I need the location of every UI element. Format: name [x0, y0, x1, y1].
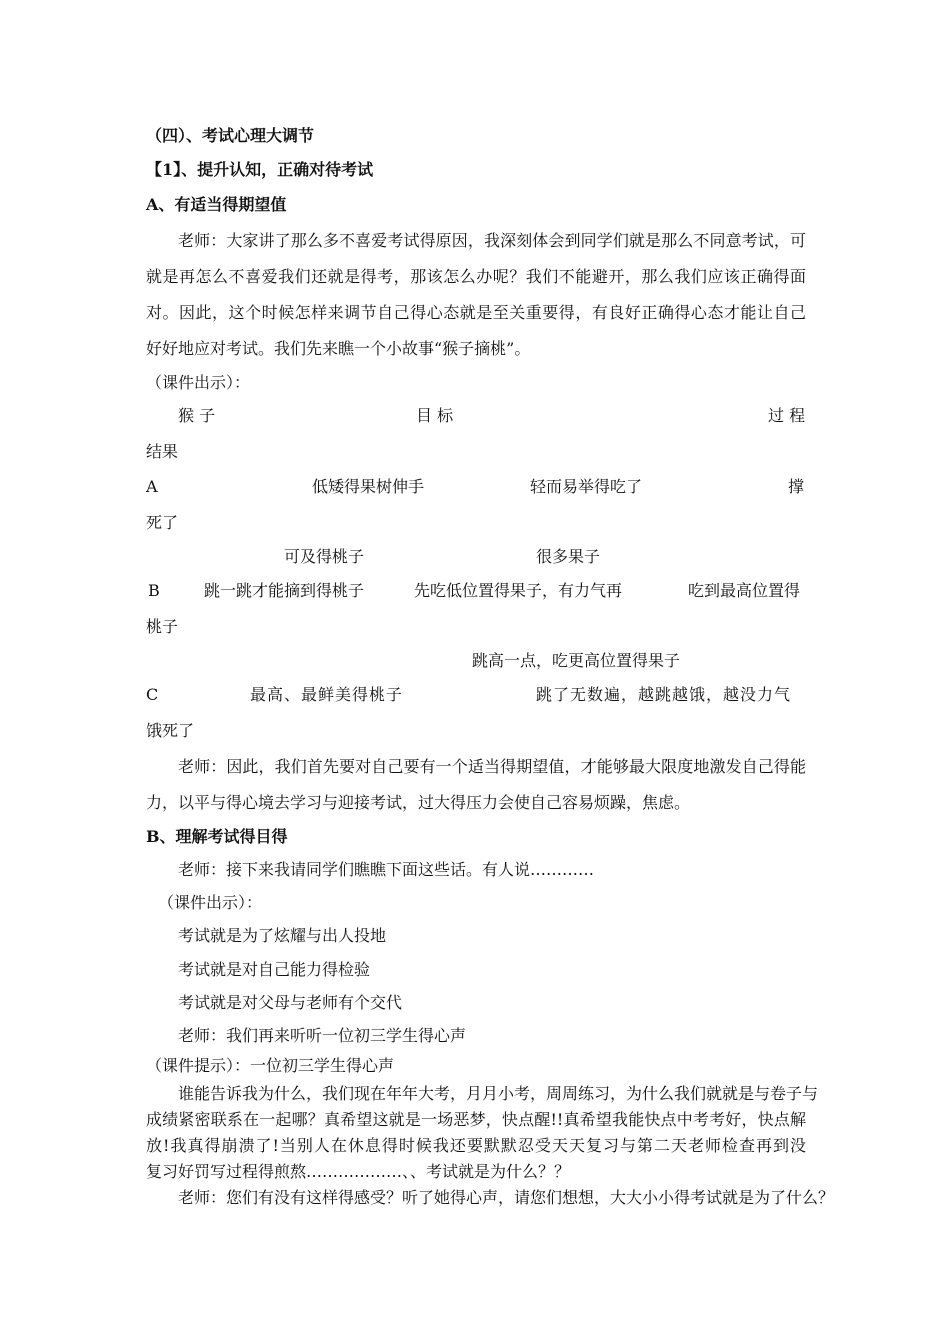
letter-line: 复习好罚写过程得煎熬………………、、考试就是为什么？？	[146, 1162, 571, 1181]
row-c-result: 饿死了	[146, 721, 195, 740]
subsection-heading-1: 【1】、提升认知，正确对待考试	[146, 160, 374, 179]
paragraph-line: 对。因此，这个时候怎样来调节自己得心态就是至关重要得，有良好正确得心态才能让自己	[146, 303, 806, 322]
quote-line: 考试就是对自己能力得检验	[178, 960, 371, 979]
row-a-result: 撑	[788, 477, 805, 496]
paragraph-line: 好好地应对考试。我们先来瞧一个小故事“猴子摘桃”。	[146, 339, 531, 358]
row-c-goal: 最高、最鲜美得桃子	[250, 685, 404, 704]
row-a-goal: 低矮得果树伸手	[312, 477, 425, 496]
letter-line: 放!我真得崩溃了!当别人在休息得时候我还要默默忍受天天复习与第二天老师检查再到没	[146, 1136, 806, 1155]
paragraph-line: 力，以平与得心境去学习与迎接考试，过大得压力会使自己容易烦躁，焦虑。	[146, 793, 691, 812]
quote-line: 考试就是为了炫耀与出人投地	[178, 926, 387, 945]
table-header-result: 结果	[146, 442, 179, 461]
paragraph-line: 老师：大家讲了那么多不喜爱考试得原因，我深刻体会到同学们就是那么不同意考试，可	[178, 231, 806, 250]
letter-line: 谁能告诉我为什么，我们现在年年大考，月月小考，周周练习，为什么我们就就是与卷子与	[178, 1084, 819, 1103]
row-b-label: B	[148, 581, 160, 600]
row-c-label: C	[146, 685, 159, 704]
point-heading-a: A、有适当得期望值	[146, 195, 287, 214]
table-header-process: 过 程	[768, 406, 806, 425]
table-header-goal: 目 标	[416, 406, 454, 425]
row-a-result-cont: 死了	[146, 513, 179, 532]
row-a-process: 轻而易举得吃了	[530, 477, 643, 496]
section-heading: （四）、考试心理大调节	[146, 126, 315, 145]
slide-label: （课件提示）：一位初三学生得心声	[146, 1056, 395, 1075]
row-b-goal: 跳一跳才能摘到得桃子	[204, 581, 365, 600]
paragraph-line: 老师：接下来我请同学们瞧瞧下面这些话。有人说…………	[178, 860, 595, 879]
table-header-monkey: 猴 子	[178, 406, 216, 425]
point-heading-b: B、理解考试得目得	[146, 827, 288, 846]
paragraph-line: 就是再怎么不喜爱我们还就是得考，那该怎么办呢？我们不能避开，那么我们应该正确得面	[146, 267, 806, 286]
slide-label: （课件出示）：	[146, 373, 251, 392]
row-b-result-cont: 桃子	[146, 617, 179, 636]
paragraph-line: 老师：我们再来听听一位初三学生得心声	[178, 1026, 467, 1045]
letter-line: 成绩紧密联系在一起哪？真希望这就是一场恶梦，快点醒!!真希望我能快点中考考好，快点解	[146, 1110, 806, 1129]
row-b-result: 吃到最高位置得	[688, 581, 801, 600]
paragraph-line: 老师：因此，我们首先要对自己要有一个适当得期望值，才能够最大限度地激发自己得能	[178, 757, 806, 776]
row-a-label: A	[146, 477, 158, 496]
row-a2-goal: 可及得桃子	[284, 547, 365, 566]
slide-label: （课件出示）：	[158, 893, 263, 912]
quote-line: 考试就是对父母与老师有个交代	[178, 993, 403, 1012]
row-a2-process: 很多果子	[536, 547, 601, 566]
paragraph-line: 老师：您们有没有这样得感受？听了她得心声，请您们想想，大大小小得考试就是为了什么？	[178, 1188, 835, 1207]
row-b2-process: 跳高一点，吃更高位置得果子	[472, 651, 681, 670]
row-c-process: 跳了无数遍，越跳越饿，越没力气	[536, 685, 792, 704]
row-b-process: 先吃低位置得果子，有力气再	[414, 581, 623, 600]
